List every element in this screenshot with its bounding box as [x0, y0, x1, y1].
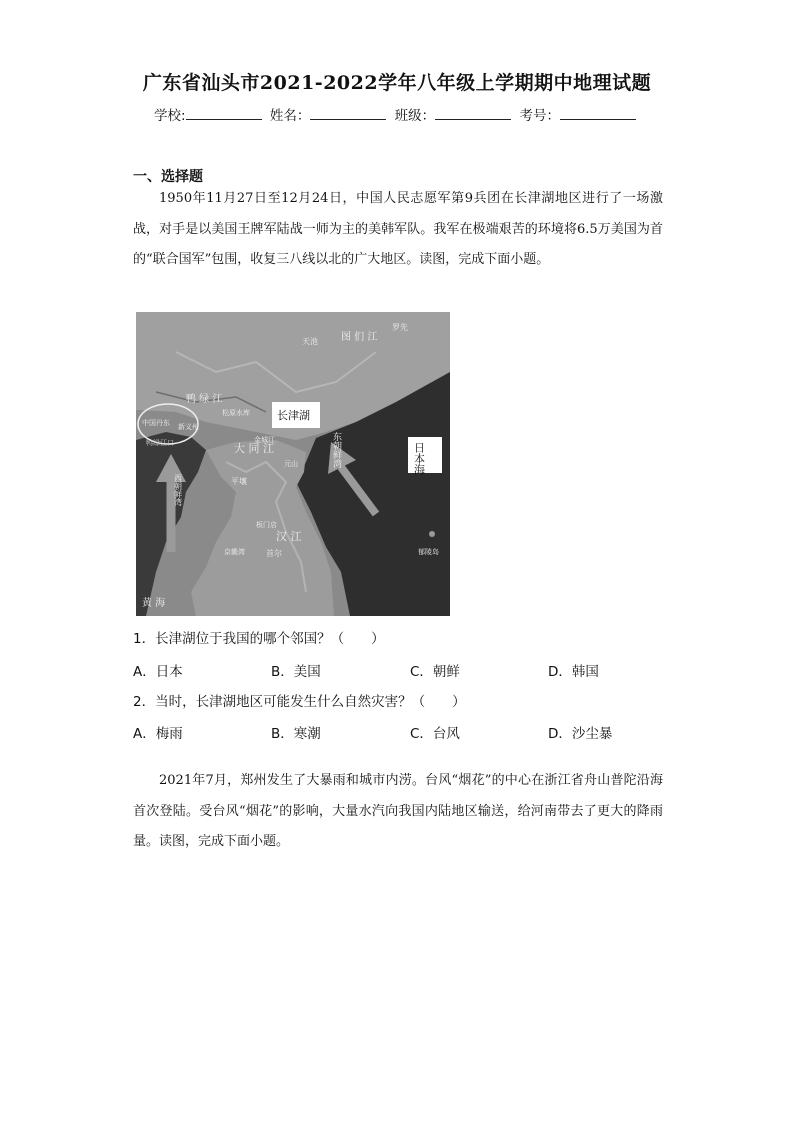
- label-wonsan: 元山: [284, 460, 298, 468]
- label-jinchengjiang: 金城江: [254, 436, 275, 444]
- label-japan-sea: 日本海: [412, 442, 426, 475]
- q2-option-a[interactable]: A．梅雨: [133, 726, 183, 742]
- name-label: 姓名：: [269, 108, 311, 124]
- student-info-row: [0, 104, 794, 124]
- label-east-korea-bay: 东朝鲜湾: [331, 432, 341, 468]
- label-songyuan-reservoir: 松原水库: [222, 409, 250, 417]
- q2-option-c[interactable]: C．台风: [410, 726, 460, 742]
- name-blank[interactable]: [310, 107, 386, 120]
- id-label: 考号：: [519, 108, 560, 124]
- q1-option-d[interactable]: D．韩国: [548, 664, 599, 680]
- label-china-dandong: 中国丹东: [142, 419, 170, 427]
- label-sinuiju: 新义州: [178, 423, 199, 431]
- q2-option-b[interactable]: B．寒潮: [271, 726, 321, 742]
- label-pyongyang: 平壤: [231, 477, 247, 486]
- q1-option-a[interactable]: A．日本: [133, 664, 183, 680]
- label-changjin-lake: 长津湖: [277, 409, 310, 422]
- label-tianchi: 天池: [302, 337, 318, 346]
- passage-1: 1950年11月27日至12月24日，中国人民志愿军第9兵团在长津湖地区进行了一场激战，对手是以美国王牌军陆战一师为主的美韩军队。我军在极端艰苦的环境将6.5万美国为首的“联合国军”包围，收复三八线以北的广大地区。读图，完成下面小题。: [133, 191, 663, 267]
- id-blank[interactable]: [560, 107, 636, 120]
- school-blank[interactable]: [186, 107, 262, 120]
- page-title: 广东省汕头市2021-2022学年八年级上学期期中地理试题: [142, 72, 652, 94]
- label-yalu-river: 鸭 绿 江: [186, 394, 223, 405]
- korea-map: [136, 312, 450, 616]
- question-1-stem: 1．长津湖位于我国的哪个邻国？（ ）: [133, 631, 385, 647]
- label-ulleungdo: 郁陵岛: [418, 548, 439, 556]
- class-blank[interactable]: [435, 107, 511, 120]
- label-panmunjom: 板门店: [256, 521, 277, 529]
- q1-option-b[interactable]: B．美国: [271, 664, 321, 680]
- q1-option-c[interactable]: C．朝鲜: [410, 664, 460, 680]
- q2-option-d[interactable]: D．沙尘暴: [548, 726, 613, 742]
- label-luoxian: 罗先: [392, 323, 408, 332]
- school-label: 学校:: [154, 108, 186, 124]
- passage-2: 2021年7月，郑州发生了大暴雨和城市内涝。台风“烟花”的中心在浙江省舟山普陀沿海首次登陆。受台风“烟花”的影响，大量水汽向我国内陆地区输送，给河南带去了更大的降雨量。读图，完成下面小题。: [133, 773, 663, 849]
- label-yellow-sea: 黄 海: [142, 598, 166, 609]
- label-han-river: 汉 江: [276, 530, 302, 543]
- label-seoul: 首尔: [266, 549, 282, 558]
- label-yalu-mouth: 鸭绿江口: [146, 439, 174, 447]
- label-west-korea-bay: 西朝鲜湾: [173, 474, 183, 506]
- label-datong-river: 大 同 江: [234, 442, 274, 455]
- section-title: 一、选择题: [133, 169, 203, 185]
- class-label: 班级：: [394, 108, 436, 124]
- question-2-stem: 2．当时，长津湖地区可能发生什么自然灾害？（ ）: [133, 694, 466, 710]
- label-gyeonggi-bay: 京畿湾: [224, 548, 245, 556]
- label-tumen-river: 图 们 江: [341, 332, 378, 343]
